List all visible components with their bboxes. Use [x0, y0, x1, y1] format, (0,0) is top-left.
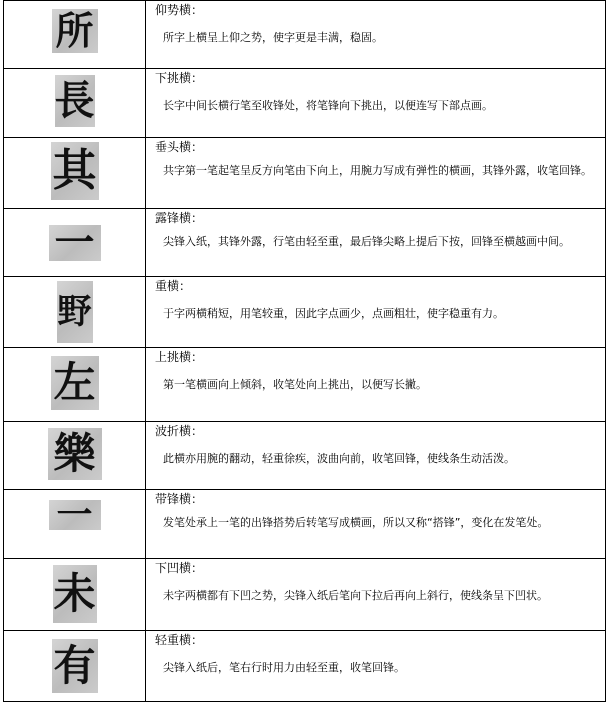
description-cell [146, 277, 606, 348]
stroke-description: 尖锋入纸，其锋外露，行笔由轻至重，最后锋尖略上提后下按，回锋至横越画中间。 [163, 235, 570, 248]
glyph-cell [4, 559, 146, 631]
stroke-name: 仰势横： [155, 3, 204, 17]
table-row [4, 422, 606, 490]
table-row [4, 69, 606, 138]
table-row [4, 490, 606, 559]
stroke-description: 第一笔横画向上倾斜，收笔处向上挑出，以便写长撇。 [163, 378, 427, 391]
stroke-description: 所字上横呈上仰之势，使字更是丰满，稳固。 [163, 31, 383, 44]
table-row [4, 1, 606, 69]
table-row [4, 348, 606, 422]
table-row [4, 138, 606, 209]
calligraphy-image-qi: 其 [51, 142, 99, 200]
glyph-cell [4, 348, 146, 422]
calligraphy-image-yi-2: 一 [49, 500, 101, 530]
stroke-name: 上挑横： [155, 350, 204, 364]
stroke-name: 露锋横： [155, 211, 204, 225]
stroke-name: 波折横： [155, 424, 204, 438]
stroke-name: 垂头横： [155, 140, 204, 154]
glyph-cell [4, 69, 146, 138]
calligraphy-image-wei: 未 [53, 565, 97, 623]
table-row [4, 209, 606, 277]
description-cell [146, 631, 606, 702]
stroke-name: 带锋横： [155, 492, 204, 506]
stroke-name: 下挑横： [155, 71, 204, 85]
glyph-cell [4, 631, 146, 702]
calligraphy-image-zhang: 長 [55, 75, 95, 127]
description-cell [146, 559, 606, 631]
stroke-description: 共字第一笔起笔呈反方向笔由下向上，用腕力写成有弹性的横画，其锋外露，收笔回锋。 [163, 164, 592, 177]
glyph-cell [4, 277, 146, 348]
table-row [4, 277, 606, 348]
stroke-name: 下凹横： [155, 561, 204, 575]
stroke-name: 轻重横： [155, 633, 204, 647]
description-cell [146, 490, 606, 559]
glyph-cell [4, 138, 146, 209]
table-row [4, 559, 606, 631]
stroke-description: 于字两横稍短，用笔较重，因此字点画少，点画粗壮，使字稳重有力。 [163, 307, 504, 320]
calligraphy-image-le: 樂 [48, 428, 102, 480]
description-cell [146, 1, 606, 69]
calligraphy-image-ye: 野 [57, 281, 93, 343]
stroke-description: 未字两横都有下凹之势，尖锋入纸后笔向下拉后再向上斜行，使线条呈下凹状。 [163, 589, 548, 602]
calligraphy-image-suo: 所 [52, 9, 98, 53]
description-cell [146, 138, 606, 209]
calligraphy-image-yi: 一 [49, 225, 101, 261]
stroke-description: 尖锋入纸后，笔右行时用力由轻至重，收笔回锋。 [163, 661, 405, 674]
calligraphy-image-you: 有 [52, 639, 98, 693]
glyph-cell [4, 209, 146, 277]
description-cell [146, 69, 606, 138]
stroke-description: 此横亦用腕的翻动，轻重徐疾，波曲向前，收笔回锋，使线条生动活泼。 [163, 452, 515, 465]
stroke-table [3, 0, 606, 702]
description-cell [146, 348, 606, 422]
glyph-cell [4, 422, 146, 490]
table-row [4, 631, 606, 702]
glyph-cell [4, 490, 146, 559]
stroke-name: 重横： [155, 279, 192, 293]
calligraphy-image-zuo: 左 [51, 356, 99, 410]
stroke-description: 发笔处承上一笔的出锋搭势后转笔写成横画，所以又称“搭锋”，变化在发笔处。 [163, 516, 549, 529]
stroke-description: 长字中间长横行笔至收锋处，将笔锋向下挑出，以便连写下部点画。 [163, 99, 493, 112]
description-cell [146, 422, 606, 490]
description-cell [146, 209, 606, 277]
glyph-cell [4, 1, 146, 69]
